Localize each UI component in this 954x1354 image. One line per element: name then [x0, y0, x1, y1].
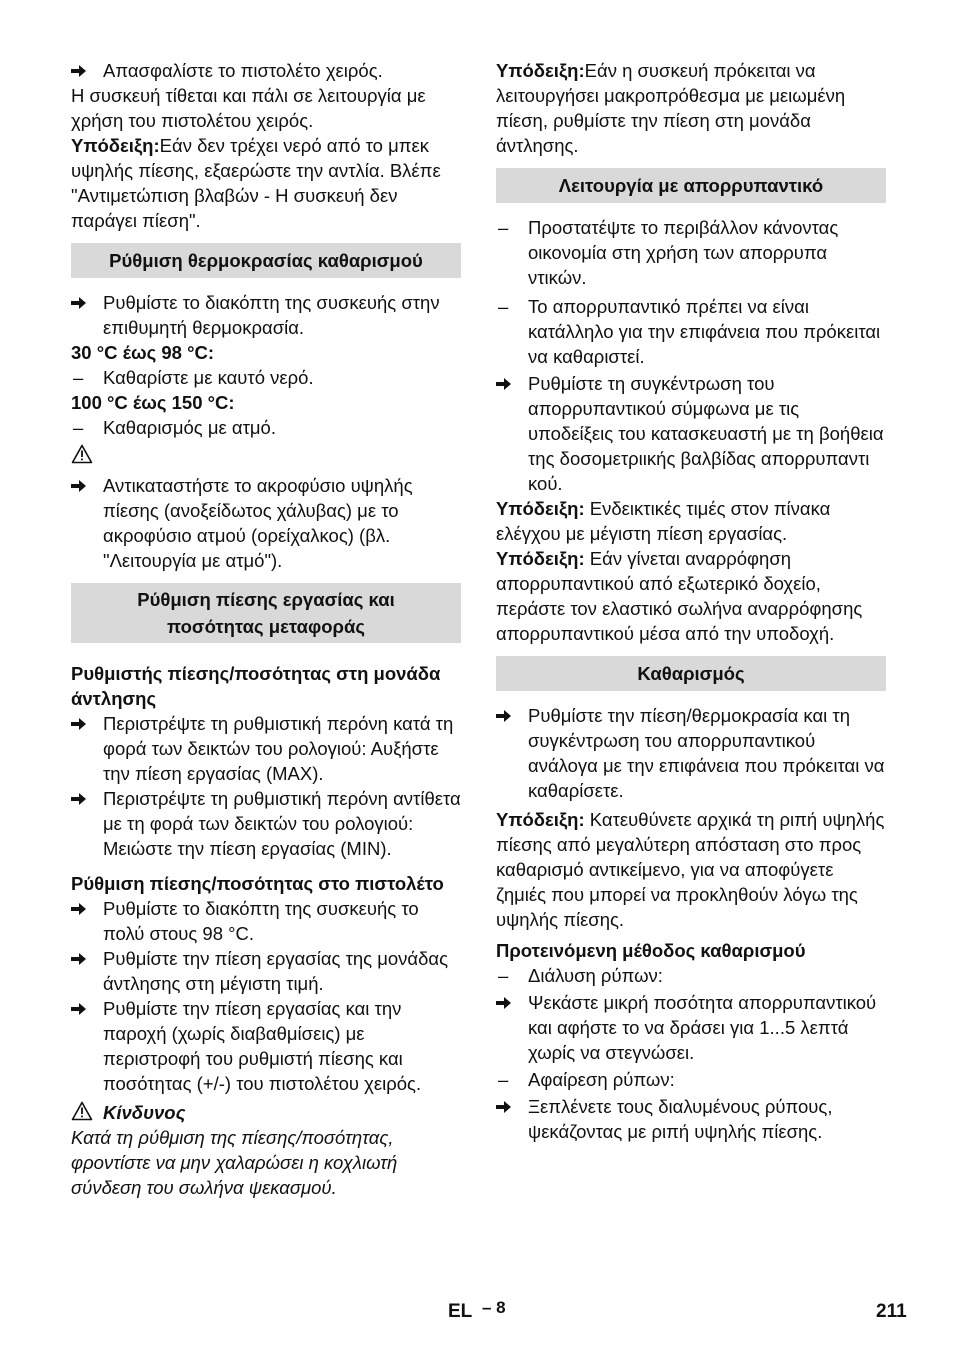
warning-triangle-icon [71, 444, 461, 469]
subheading-recommended-method: Προτεινόμενη μέθοδος καθαρισμού [496, 940, 806, 961]
arrow-icon [71, 946, 99, 966]
dash-marker: – [498, 296, 509, 317]
arrow-icon [71, 996, 99, 1016]
temperature-range-high: 100 °C έως 150 °C: [71, 392, 235, 413]
page-number: 211 [876, 1301, 907, 1322]
instruction-rinse: Ξεπλένετε τους διαλυμένους ρύπους, ψεκάζοντας με ριπή υψηλής πίεσης. [496, 1094, 886, 1144]
instruction-max-98: Ρυθμίστε το διακόπτη της συσκευής το πολύ στους 98 °C. [71, 896, 461, 946]
instruction-increase-pressure: Περιστρέψτε τη ρυθμιστική περόνη κατά τη φορά των δεικτών του ρολογιού: Αυξήστε την πίεση εργασίας (MAX). [71, 711, 461, 786]
section-heading-detergent: Λειτουργία με απορρυπαντικό [496, 168, 886, 203]
list-item-hot-water: – Καθαρίστε με καυτό νερό. [73, 367, 314, 388]
list-item-suitable-detergent: – Το απορρυπαντικό πρέπει να είναι κατάλληλο για την επιφάνεια που πρόκειται να καθαριστεί. [498, 296, 881, 367]
right-column [496, 58, 886, 1144]
instruction-detergent-concentration: Ρυθμίστε τη συγκέντρωση του απορρυπαντικού σύμφωνα με τις υποδείξεις του κατασκευαστή με τη βοήθεια της δοσομετριικής βαλβίδας απορρυπαντι κού. [496, 371, 886, 496]
arrow-icon [71, 711, 99, 731]
language-code: EL [448, 1301, 473, 1322]
section-heading-cleaning: Καθαρισμός [496, 656, 886, 691]
list-item-protect-environment: – Προστατέψτε το περιβάλλον κάνοντας οικονομία στη χρήση των απορρυπα ντικών. [498, 217, 839, 288]
arrow-icon [496, 1094, 524, 1114]
arrow-icon [71, 290, 99, 310]
dash-marker: – [73, 417, 84, 438]
section-heading-pressure: Ρύθμιση πίεσης εργασίας και ποσότητας μεταφοράς [71, 583, 461, 643]
list-item-dissolve-dirt: – Διάλυση ρύπων: [498, 965, 663, 986]
arrow-icon [71, 473, 99, 493]
paragraph-device-restart: Η συσκευή τίθεται και πάλι σε λειτουργία με χρήση του πιστολέτου χειρός. [71, 85, 426, 131]
instruction-spray-detergent: Ψεκάστε μικρή ποσότητα απορρυπαντικού και αφήστε το να δράσει για 1...5 λεπτά χωρίς να στεγνώσει. [496, 990, 886, 1065]
section-page-number: – 8 [482, 1298, 506, 1317]
left-column [71, 58, 461, 1200]
instruction-set-temperature: Ρυθμίστε το διακόπτη της συσκευής στην επιθυμητή θερμοκρασία. [71, 290, 461, 340]
danger-text: Κατά τη ρύθμιση της πίεσης/ποσότητας, φροντίστε να μην χαλαρώσει η κοχλιωτή σύνδεση του σωλήνα ψεκασμού. [71, 1127, 398, 1198]
subheading-pump-regulator: Ρυθμιστής πίεσης/ποσότητας στη μονάδα άντλησης [71, 663, 441, 709]
instruction-gun-adjust: Ρυθμίστε την πίεση εργασίας και την παροχή (χωρίς διαβαθμίσεις) με περιστροφή του ρυθμιστή πίεσης και ποσότητας (+/-) του πιστολέτου χειρός. [71, 996, 461, 1096]
instruction-pump-max: Ρυθμίστε την πίεση εργασίας της μονάδας άντλησης στη μέγιστη τιμή. [71, 946, 461, 996]
danger-heading: Κίνδυνος [71, 1100, 461, 1125]
note-reference-values: Υπόδειξη: Ενδεικτικές τιμές στον πίνακα ελέγχου με μέγιστη πίεση εργασίας. [496, 498, 831, 544]
temperature-range-low: 30 °C έως 98 °C: [71, 342, 214, 363]
arrow-icon [496, 371, 524, 391]
list-item-steam: – Καθαρισμός με ατμό. [73, 417, 276, 438]
arrow-icon [71, 896, 99, 916]
subheading-gun-regulator: Ρύθμιση πίεσης/ποσότητας στο πιστολέτο [71, 873, 444, 894]
note-reduced-pressure: Υπόδειξη:Εάν η συσκευή πρόκειται να λειτουργήσει μακροπρόθεσμα με μειωμένη πίεση, ρυθμίστε την πίεση στη μονάδα άντλησης. [496, 60, 846, 156]
instruction-set-pressure-temperature: Ρυθμίστε την πίεση/θερμοκρασία και τη συγκέντρωση του απορρυπαντικού ανάλογα με την επιφάνεια που πρόκειται να καθαρίσετε. [496, 703, 886, 803]
dash-marker: – [498, 1069, 509, 1090]
arrow-icon [71, 58, 99, 78]
note-external-container: Υπόδειξη: Εάν γίνεται αναρρόφηση απορρυπαντικού από εξωτερικό δοχείο, περάστε τον ελαστικό σωλήνα αναρρόφησης απορρυπαντικού μέσα από την υποδοχή. [496, 548, 863, 644]
dash-marker: – [498, 217, 509, 238]
note-vent-pump: Υπόδειξη:Εάν δεν τρέχει νερό από το μπεκ υψηλής πίεσης, εξαερώστε την αντλία. Βλέπε "Αντιμετώπιση βλαβών - Η συσκευή δεν παράγει πίεση". [71, 135, 441, 231]
arrow-icon [71, 786, 99, 806]
dash-marker: – [498, 965, 509, 986]
section-heading-temperature: Ρύθμιση θερμοκρασίας καθαρισμού [71, 243, 461, 278]
instruction-decrease-pressure: Περιστρέψτε τη ρυθμιστική περόνη αντίθετα με τη φορά των δεικτών του ρολογιού: Μειώστε την πίεση εργασίας (MIN). [71, 786, 461, 861]
instruction-replace-nozzle: Αντικαταστήστε το ακροφύσιο υψηλής πίεσης (ανοξείδωτος χάλυβας) με το ακροφύσιο ατμού (ορείχαλκος) (βλ. "Λειτουργία με ατμό"). [71, 473, 461, 573]
dash-marker: – [73, 367, 84, 388]
arrow-icon [496, 990, 524, 1010]
arrow-icon [496, 703, 524, 723]
note-spray-distance: Υπόδειξη: Κατευθύνετε αρχικά τη ριπή υψηλής πίεσης από μεγαλύτερη απόσταση στο προς καθαρισμό αντικείμενο, για να αποφύγετε ζημιές που μπορεί να προκληθούν λόγω της υψηλής πίεσης. [496, 809, 885, 930]
list-item-remove-dirt: – Αφαίρεση ρύπων: [498, 1069, 675, 1090]
instruction-unlock-gun: Απασφαλίστε το πιστολέτο χειρός. [71, 58, 461, 83]
page-footer [0, 1297, 954, 1327]
warning-triangle-icon [71, 1101, 93, 1121]
